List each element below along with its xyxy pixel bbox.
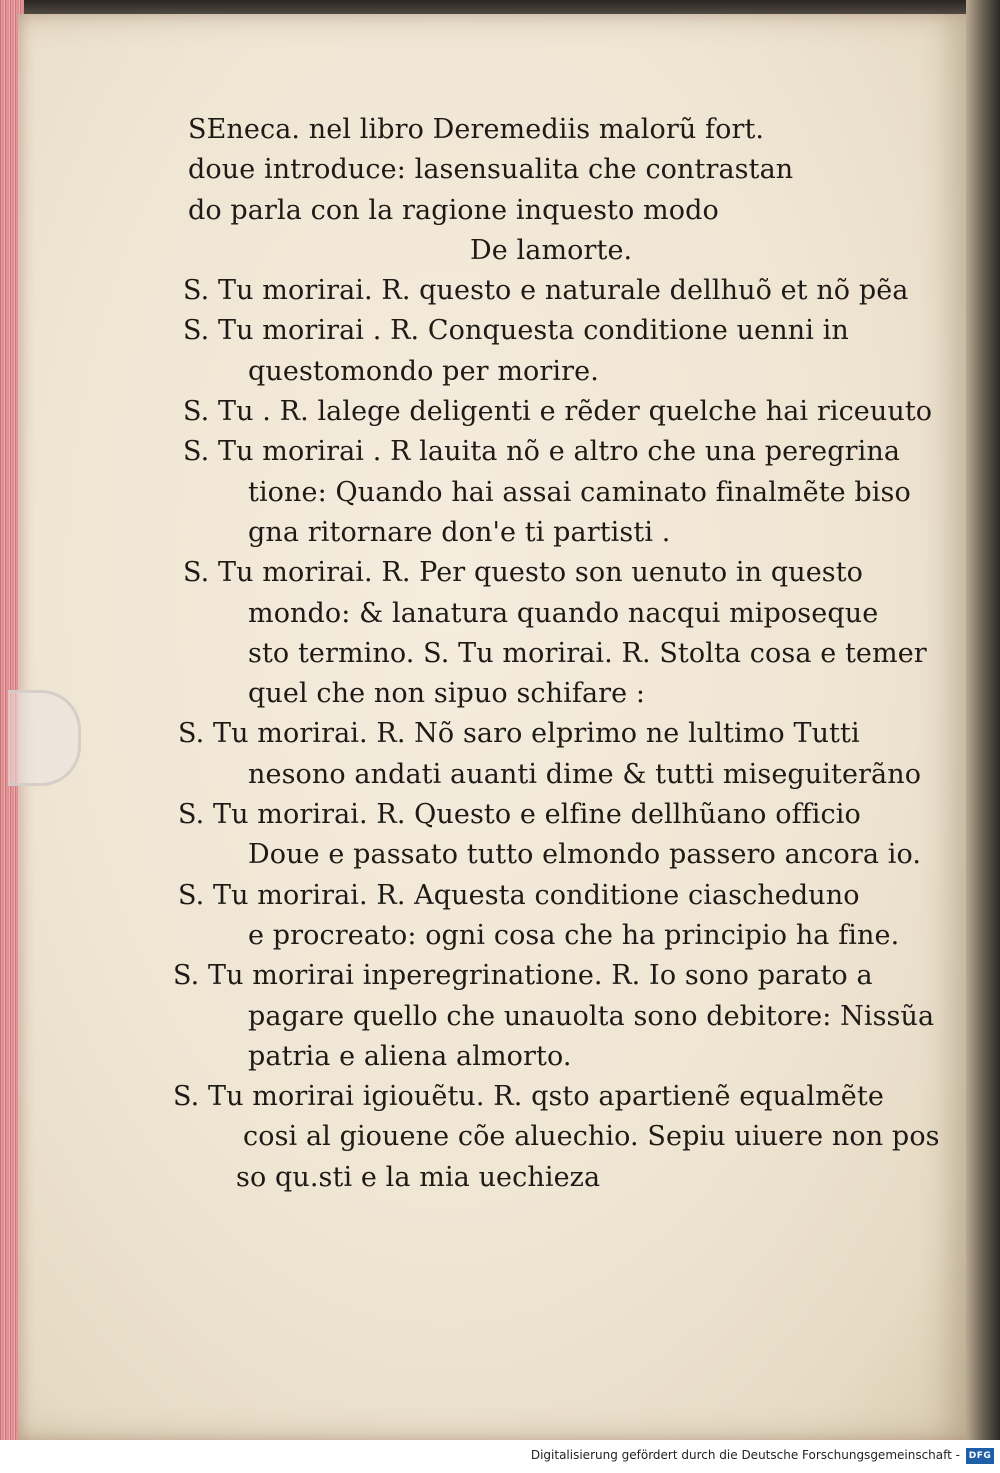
text-line: cosi al giouene cõe aluechio. Sepiu uiuere non pos [243,1121,940,1153]
text-line: gna ritornare don'e ti partisti . [248,516,671,548]
page-text [173,110,940,1198]
text-line: S. Tu morirai. R. Aquesta conditione ciascheduno [178,879,860,911]
text-line: so qu.sti e la mia uechieza [236,1161,601,1193]
text-line: doue introduce: lasensualita che contrastan [188,154,794,186]
section-heading: De lamorte. [470,234,633,266]
text-line: pagare quello che unauolta sono debitore: Nissũa [248,1000,935,1032]
text-line: questomondo per morire. [248,355,599,387]
text-line: S. Tu morirai inperegrinatione. R. Io sono parato a [173,960,873,992]
text-line: Doue e passato tutto elmondo passero ancora io. [248,839,922,871]
text-line: mondo: & lanatura quando nacqui miposeque [248,597,879,629]
text-line: S. Tu morirai. R. questo e naturale dellhuõ et nõ pẽa [183,275,909,307]
text-line: S. Tu morirai . R lauita nõ e altro che una peregrina [183,436,901,468]
text-line: S. Tu morirai. R. Nõ saro elprimo ne lultimo Tutti [178,718,860,750]
text-line: S. Tu morirai igiouẽtu. R. qsto apartienẽ equalmẽte [173,1081,884,1113]
text-line: SEneca. nel libro Deremediis malorũ fort. [188,114,765,145]
page-tab-marker [8,690,81,786]
text-line: tione: Quando hai assai caminato finalmẽte biso [248,476,911,508]
text-line: quel che non sipuo schifare : [248,678,646,710]
text-line: e procreato: ogni cosa che ha principio ha fine. [248,919,900,951]
text-line: sto termino. S. Tu morirai. R. Stolta cosa e temer [248,637,927,669]
digitization-footer [0,1440,1000,1473]
text-line: patria e aliena almorto. [248,1040,572,1072]
text-line: S. Tu morirai. R. Per questo son uenuto in questo [183,557,864,589]
footer-credit: Digitalisierung gefördert durch die Deutsche Forschungsgemeinschaft - [530,1448,960,1462]
text-line: do parla con la ragione inquesto modo [188,194,719,226]
text-line: S. Tu . R. lalege deligenti e rẽder quelche hai riceuuto [183,396,933,428]
book-gutter-shadow [966,0,1000,1440]
text-line: S. Tu morirai . R. Conquesta conditione uenni in [183,315,849,347]
text-line: nesono andati auanti dime & tutti miseguiterãno [248,758,922,790]
text-line: S. Tu morirai. R. Questo e elfine dellhũano officio [178,799,861,831]
dfg-logo: DFG [966,1448,994,1464]
book-page [18,14,970,1440]
